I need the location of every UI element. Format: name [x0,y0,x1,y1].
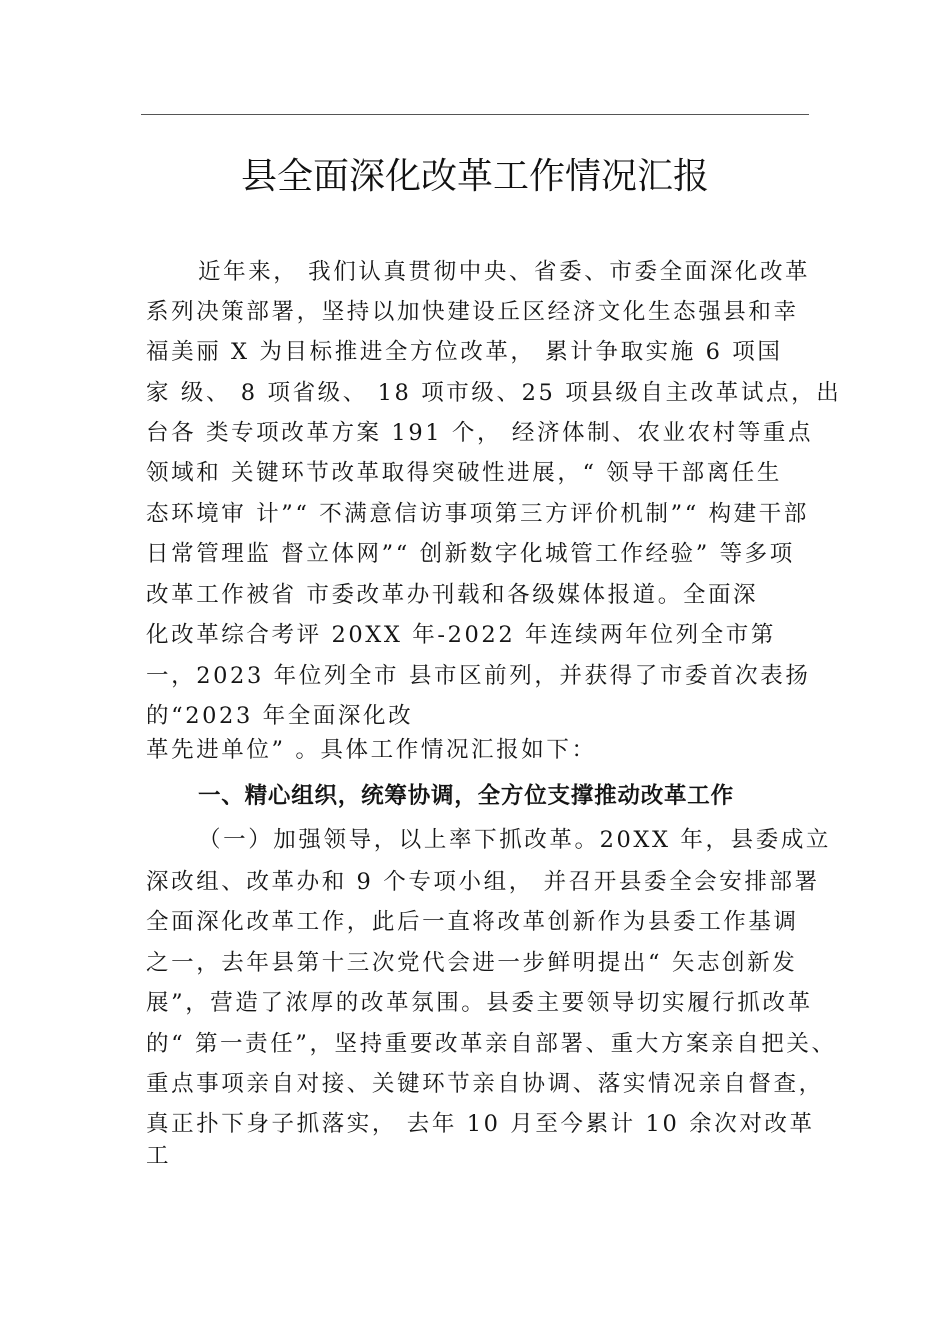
paragraph-line: 革先进单位” 。具体工作情况汇报如下： [146,737,597,763]
paragraph-line: 的“ 第一责任”，坚持重要改革亲自部署、重大方案亲自把关、 [146,1031,837,1057]
paragraph-line: 改革工作被省 市委改革办刊载和各级媒体报道。全面深 [146,582,759,608]
paragraph-line: 全面深化改革工作，此后一直将改革创新作为县委工作基调 [146,909,799,935]
paragraph-line: 重点事项亲自对接、关键环节亲自协调、落实情况亲自督查， [146,1071,824,1097]
paragraph-line: 之一，去年县第十三次党代会进一步鲜明提出“ 矢志创新发 [146,950,798,976]
paragraph-line: 近年来， 我们认真贯彻中央、省委、市委全面深化改革 [198,259,811,285]
paragraph-line: 日常管理监 督立体网”“ 创新数字化城管工作经验” 等多项 [146,541,795,567]
paragraph-line: 真正扑下身子抓落实， 去年 10 月至今累计 10 余次对改革 [146,1111,815,1137]
document-title: 县全面深化改革工作情况汇报 [240,156,709,197]
paragraph-line: 台各 类专项改革方案 191 个， 经济体制、农业农村等重点 [146,420,814,446]
paragraph-line: 深改组、改革办和 9 个专项小组， 并召开县委全会安排部署 [146,869,820,895]
paragraph-line: 一，2023 年位列全市 县市区前列，并获得了市委首次表扬 [146,663,811,689]
paragraph-line: 展”，营造了浓厚的改革氛围。县委主要领导切实履行抓改革 [146,990,813,1016]
section-heading: 一、精心组织，统筹协调，全方位支撑推动改革工作 [198,783,734,809]
paragraph-line: 态环境审 计”“ 不满意信访事项第三方评价机制”“ 构建干部 [146,501,809,527]
header-rule [141,114,809,115]
paragraph-line: 家 级、 8 项省级、 18 项市级、25 项县级自主改革试点，出 [146,380,842,406]
paragraph-line: 的“2023 年全面深化改 [146,703,414,729]
paragraph-line: 领域和 关键环节改革取得突破性进展，“ 领导干部离任生 [146,460,783,486]
paragraph-line: 化改革综合考评 20XX 年-2022 年连续两年位列全市第 [146,622,776,648]
paragraph-line: 福美丽 X 为目标推进全方位改革， 累计争取实施 6 项国 [146,339,783,365]
paragraph-line: 系列决策部署，坚持以加快建设丘区经济文化生态强县和幸 [146,299,799,325]
paragraph-line: 工 [146,1143,172,1169]
subsection-line: （一）加强领导，以上率下抓改革。20XX 年，县委成立 [198,827,832,853]
